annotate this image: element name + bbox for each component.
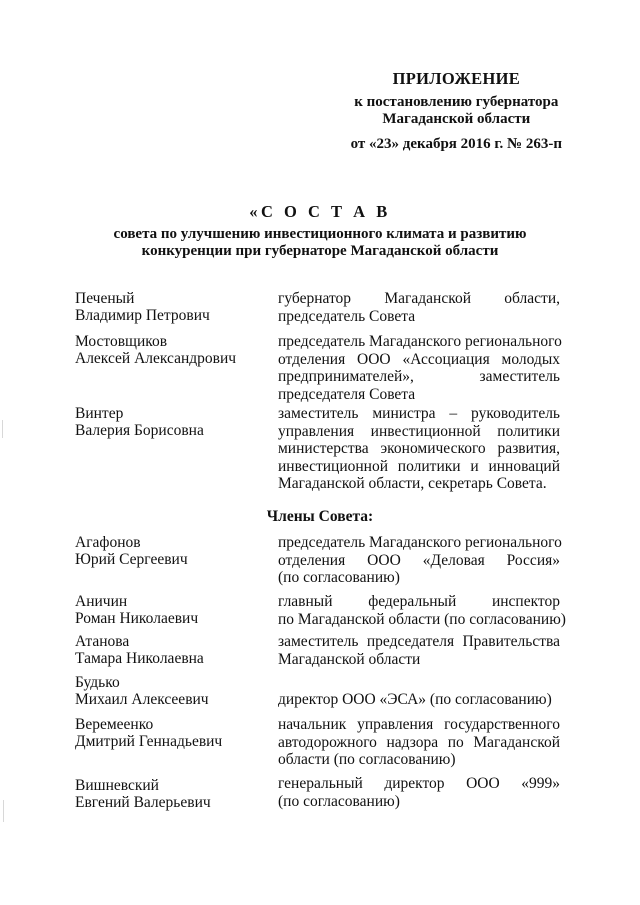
person-position <box>278 633 560 668</box>
person-surname: Винтер <box>75 405 124 422</box>
person-position <box>278 775 560 810</box>
position-line: предпринимателей», заместитель <box>278 368 560 385</box>
person-given-names: Валерия Борисовна <box>75 422 204 439</box>
appendix-block <box>351 70 562 153</box>
appendix-title: ПРИЛОЖЕНИЕ <box>392 69 521 88</box>
appendix-date: от «23» декабря 2016 г. № 263-п <box>350 136 562 152</box>
position-line: начальник управления государственного <box>278 716 560 733</box>
members-heading-text: Члены Совета: <box>266 508 374 525</box>
position-line: по Магаданской области (по согласованию) <box>278 610 566 628</box>
person-name <box>75 716 265 750</box>
position-line: директор ООО «ЭСА» (по согласованию) <box>278 691 552 708</box>
position-line: управления инвестиционной политики <box>278 422 560 440</box>
position-line: генеральный директор ООО «999» <box>278 775 560 792</box>
person-surname: Печеный <box>75 290 135 307</box>
heading-sostav: «С О С Т А В <box>249 202 391 221</box>
position-line: председателя Совета <box>278 385 416 403</box>
person-given-names: Владимир Петрович <box>75 307 210 324</box>
person-position <box>278 534 560 587</box>
position-line: министерства экономического развития, <box>278 440 560 457</box>
person-name <box>75 593 265 627</box>
person-position <box>278 691 560 709</box>
heading-line-1: совета по улучшению инвестиционного климата и развитию <box>113 226 527 242</box>
person-position <box>278 716 560 769</box>
position-line: отделения ООО «Деловая Россия» <box>278 551 560 569</box>
person-position <box>278 290 560 325</box>
person-given-names: Роман Николаевич <box>75 610 199 627</box>
position-line: губернатор Магаданской области, <box>278 290 560 307</box>
person-surname: Мостовщиков <box>75 333 168 350</box>
position-line: (по согласованию) <box>278 792 400 810</box>
appendix-line-2: Магаданской области <box>382 111 531 127</box>
person-name <box>75 405 265 439</box>
person-name <box>75 633 265 667</box>
person-name <box>75 777 265 811</box>
person-name <box>75 290 265 324</box>
position-line: председатель Совета <box>278 307 416 325</box>
person-position <box>278 333 560 403</box>
position-line: председатель Магаданского регионального <box>278 333 562 350</box>
scan-mark <box>3 800 4 822</box>
appendix-line-1: к постановлению губернатора <box>354 94 559 110</box>
position-line: главный федеральный инспектор <box>278 593 560 610</box>
person-position <box>278 593 566 628</box>
position-line: (по согласованию) <box>278 569 400 586</box>
person-given-names: Юрий Сергеевич <box>75 551 188 568</box>
position-line: заместитель министра – руководитель <box>278 405 560 422</box>
person-given-names: Алексей Александрович <box>75 350 237 367</box>
person-surname: Атанова <box>75 633 130 650</box>
position-line: области (по согласованию) <box>278 751 456 768</box>
person-given-names: Евгений Валерьевич <box>75 794 211 811</box>
person-name <box>75 534 265 568</box>
person-surname: Веремеенко <box>75 716 154 733</box>
position-line: Магаданской области <box>278 650 421 668</box>
position-line: заместитель председателя Правительства <box>278 633 560 650</box>
person-surname: Аничин <box>75 593 128 610</box>
members-heading <box>0 508 640 525</box>
position-line: инвестиционной политики и инноваций <box>278 457 560 475</box>
position-line: отделения ООО «Ассоциация молодых <box>278 350 560 368</box>
person-given-names: Тамара Николаевна <box>75 650 204 667</box>
document-heading <box>80 203 560 260</box>
person-name <box>75 674 265 708</box>
heading-line-2: конкуренции при губернаторе Магаданской области <box>141 243 499 259</box>
person-position <box>278 405 560 493</box>
person-surname: Вишневский <box>75 777 159 794</box>
position-line: Магаданской области, секретарь Совета. <box>278 475 547 492</box>
position-line: председатель Магаданского регионального <box>278 534 562 551</box>
person-surname: Будько <box>75 674 120 691</box>
position-line: автодорожного надзора по Магаданской <box>278 733 560 751</box>
scan-mark <box>2 420 3 438</box>
person-name <box>75 333 265 367</box>
person-given-names: Дмитрий Геннадьевич <box>75 733 223 750</box>
person-given-names: Михаил Алексеевич <box>75 691 209 708</box>
person-surname: Агафонов <box>75 534 141 551</box>
